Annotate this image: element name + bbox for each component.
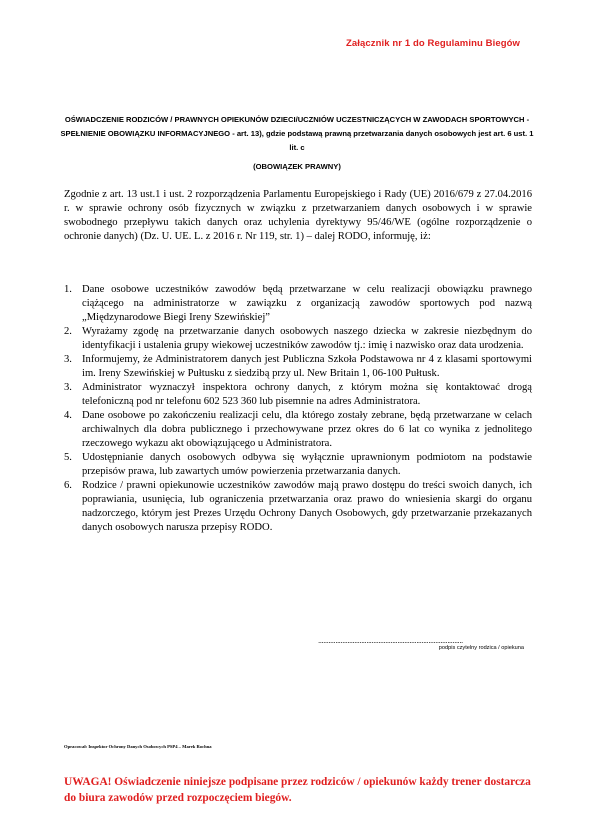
item-number: 5.	[64, 452, 72, 463]
item-number: 3.	[64, 354, 72, 365]
item-number: 3.	[64, 382, 72, 393]
list-item	[64, 325, 532, 353]
item-text: Udostępnianie danych osobowych odbywa się wyłącznie uprawnionym podmiotom na podstawie przepisów prawa, lub zawartych umów powierzenia przetwarzania danych.	[82, 452, 532, 477]
item-number: 6.	[64, 480, 72, 491]
intro-paragraph: Zgodnie z art. 13 ust.1 i ust. 2 rozporządzenia Parlamentu Europejskiego i Rady (UE) 2016/679 z 27.04.2016 r. w sprawie ochrony osób fizycznych w związku z przetwarzaniem danych osobowych i w sprawie swobodnego przepływu takich danych oraz uchylenia dyrektywy 95/46/WE (ogólne rozporządzenie o ochronie danych) (Dz. U. UE. L. z 2016 r. Nr 119, str. 1) – dalej RODO, informuję, iż:	[64, 189, 532, 242]
signature-line: ....................................................................................	[318, 636, 463, 645]
item-number: 1.	[64, 284, 72, 295]
list-item	[64, 353, 532, 381]
item-text: Administrator wyznaczył inspektora ochrony danych, z którym można się kontaktować drogą telefoniczną pod nr telefonu 602 523 360 lub pisemnie na adres Administratora.	[82, 382, 532, 407]
item-number: 4.	[64, 410, 72, 421]
statement-heading: OŚWIADCZENIE RODZICÓW / PRAWNYCH OPIEKUNÓW DZIECI/UCZNIÓW UCZESTNICZĄCYCH W ZAWODACH SPORTOWYCH - SPEŁNIENIE OBOWIĄZKU INFORMACYJNEGO - art. 13), gdzie podstawą prawną przetwarzania danych osobowych jest art. 6 ust. 1 lit. c	[60, 115, 534, 152]
prepared-by-note: Opracował: Inspektor Ochrony Danych Osobowych PSP4 – Marek Rochna	[64, 744, 212, 749]
item-text: Rodzice / prawni opiekunowie uczestników zawodów mają prawo dostępu do treści swoich danych, ich poprawiania, usunięcia, lub ograniczenia przetwarzania oraz prawo do wniesienia skargi do organu nadzorczego, którym jest Prezes Urzędu Ochrony Danych Osobowych, gdy przetwarzanie przekazanych danych osobowych narusza przepisy RODO.	[82, 480, 532, 533]
information-list	[64, 283, 532, 535]
list-item	[64, 409, 532, 451]
signature-caption: podpis czytelny rodzica / opiekuna	[438, 645, 524, 651]
item-text: Wyrażamy zgodę na przetwarzanie danych osobowych naszego dziecka w zakresie niezbędnym do identyfikacji i ustalenia grupy wiekowej uczestników zawodów tj.: imię i nazwisko oraz data urodzenia.	[82, 326, 532, 351]
warning-notice: UWAGA! Oświadczenie niniejsze podpisane przez rodziców / opiekunów każdy trener dostarcza do biura zawodów przed rozpoczęciem biegów.	[64, 776, 531, 804]
list-item	[64, 283, 532, 325]
list-item	[64, 381, 532, 409]
item-text: Informujemy, że Administratorem danych jest Publiczna Szkoła Podstawowa nr 4 z klasami sportowymi im. Ireny Szewińskiej w Pułtusku z siedzibą przy ul. New Britain 1, 06-100 Pułtusk.	[82, 354, 532, 379]
legal-obligation-label: (OBOWIĄZEK PRAWNY)	[253, 162, 341, 171]
item-text: Dane osobowe po zakończeniu realizacji celu, dla którego zostały zebrane, będą przetwarzane w celach archiwalnych dla dobra publicznego i przechowywane przez okres do 6 lat co wynika z jednolitego rzeczowego wykazu akt obowiązującego u Administratora.	[82, 410, 532, 449]
item-number: 2.	[64, 326, 72, 337]
list-item	[64, 451, 532, 479]
annex-label: Załącznik nr 1 do Regulaminu Biegów	[346, 38, 520, 49]
item-text: Dane osobowe uczestników zawodów będą przetwarzane w celu realizacji obowiązku prawnego ciążącego na administratorze w zawiązku z organizacją zawodów sportowych pod nazwą „Międzynarodowe Biegi Ireny Szewińskiej”	[82, 284, 532, 323]
list-item	[64, 479, 532, 535]
